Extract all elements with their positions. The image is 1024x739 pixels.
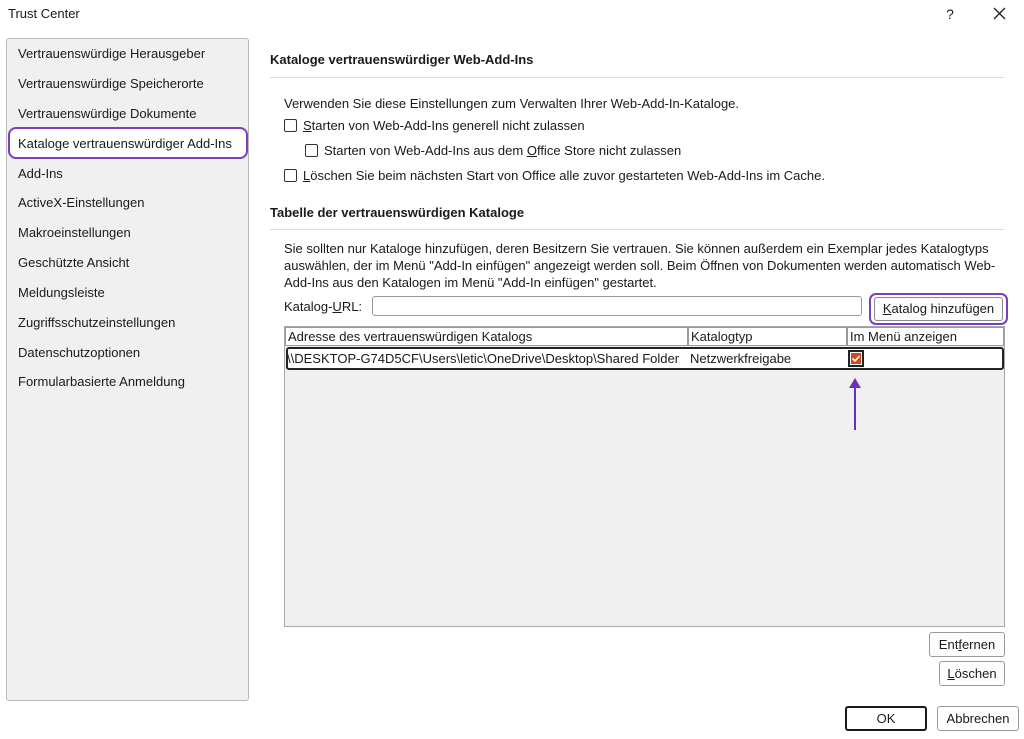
sidebar-item-trusted-addin-catalogs[interactable]: Kataloge vertrauenswürdiger Add-Ins [18, 136, 232, 151]
catalog-url-label [284, 299, 362, 314]
access-key: L [947, 666, 955, 681]
close-button[interactable] [986, 2, 1012, 26]
disallow-office-store-label[interactable] [324, 143, 681, 158]
label-text: tarten von Web-Add-Ins generell nicht zulassen [311, 118, 585, 133]
checkmark-icon [850, 352, 862, 365]
sidebar-item-form-based-signin[interactable]: Formularbasierte Anmeldung [18, 374, 185, 389]
remove-button[interactable] [929, 632, 1005, 657]
catalog-description: Sie sollten nur Kataloge hinzufügen, deren Besitzern Sie vertrauen. Sie können außerdem ein Exemplar jedes Katalogtyps auswählen, der im Menü "Add-In einfügen" angezeigt werden soll. Beim Öffnen von Dokumenten werden automatisch Web-Add-Ins aus den Katalogen im Menü "Add-In einfügen" gestartet. [284, 241, 996, 290]
sidebar-item-file-block-settings[interactable]: Zugriffsschutzeinstellungen [18, 315, 176, 330]
section-divider [270, 229, 1004, 230]
button-label: Ent [938, 637, 959, 652]
close-icon [993, 7, 1006, 20]
sidebar-item-trusted-publishers[interactable]: Vertrauenswürdige Herausgeber [18, 46, 206, 61]
column-header-show-in-menu[interactable]: Im Menü anzeigen [847, 327, 1004, 346]
catalog-table-heading: Tabelle der vertrauenswürdigen Kataloge [270, 205, 525, 220]
clear-cache-checkbox[interactable] [284, 169, 297, 182]
catalog-url-input[interactable] [372, 296, 862, 316]
access-key: O [526, 143, 537, 158]
button-label: atalog hinzufügen [891, 301, 995, 316]
add-catalog-button[interactable] [874, 297, 1003, 321]
sidebar-item-addins[interactable]: Add-Ins [18, 166, 63, 181]
web-addins-description: Verwenden Sie diese Einstellungen zum Verwalten Ihrer Web-Add-In-Kataloge. [284, 96, 740, 111]
access-key: U [332, 299, 342, 314]
web-addins-heading: Kataloge vertrauenswürdiger Web-Add-Ins [270, 52, 534, 67]
catalog-table [284, 326, 1005, 627]
access-key: f [958, 637, 962, 652]
ok-button[interactable]: OK [845, 706, 927, 731]
title-bar [0, 0, 1024, 30]
column-header-type[interactable]: Katalogtyp [688, 327, 847, 346]
disallow-office-store-checkbox[interactable] [305, 144, 318, 157]
label-text: Starten von Web-Add-Ins aus dem [324, 143, 527, 158]
annotation-arrow-icon [846, 376, 864, 432]
label-text: RL: [341, 299, 363, 314]
section-divider [270, 77, 1004, 78]
help-button[interactable]: ? [946, 6, 954, 22]
sidebar-item-trusted-locations[interactable]: Vertrauenswürdige Speicherorte [18, 76, 204, 91]
clear-button[interactable] [939, 661, 1005, 686]
label-text: öschen Sie beim nächsten Start von Office alle zuvor gestarteten Web-Add-Ins im Cache. [310, 168, 825, 183]
access-key: S [303, 118, 312, 133]
button-label: ernen [961, 637, 996, 652]
window-title: Trust Center [8, 6, 80, 21]
sidebar-item-macro-settings[interactable]: Makroeinstellungen [18, 225, 131, 240]
catalog-address-cell: \\DESKTOP-G74D5CF\Users\letic\OneDrive\Desktop\Shared Folder [287, 351, 680, 366]
disallow-web-addins-checkbox[interactable] [284, 119, 297, 132]
label-text: ffice Store nicht zulassen [536, 143, 682, 158]
sidebar-item-protected-view[interactable]: Geschützte Ansicht [18, 255, 130, 270]
cancel-button[interactable]: Abbrechen [937, 706, 1019, 731]
access-key: K [882, 301, 892, 316]
sidebar-item-privacy-options[interactable]: Datenschutzoptionen [18, 345, 141, 360]
sidebar-item-message-bar[interactable]: Meldungsleiste [18, 285, 105, 300]
label-text: Katalog- [284, 299, 333, 314]
disallow-web-addins-label[interactable] [303, 118, 585, 133]
sidebar-item-trusted-documents[interactable]: Vertrauenswürdige Dokumente [18, 106, 197, 121]
clear-cache-label[interactable] [303, 168, 825, 183]
sidebar-item-activex[interactable]: ActiveX-Einstellungen [18, 195, 145, 210]
show-in-menu-checkbox[interactable] [848, 350, 864, 367]
catalog-type-cell: Netzwerkfreigabe [690, 351, 792, 366]
button-label: öschen [954, 666, 997, 681]
column-header-address[interactable]: Adresse des vertrauenswürdigen Katalogs [285, 327, 688, 346]
access-key: L [303, 168, 311, 183]
